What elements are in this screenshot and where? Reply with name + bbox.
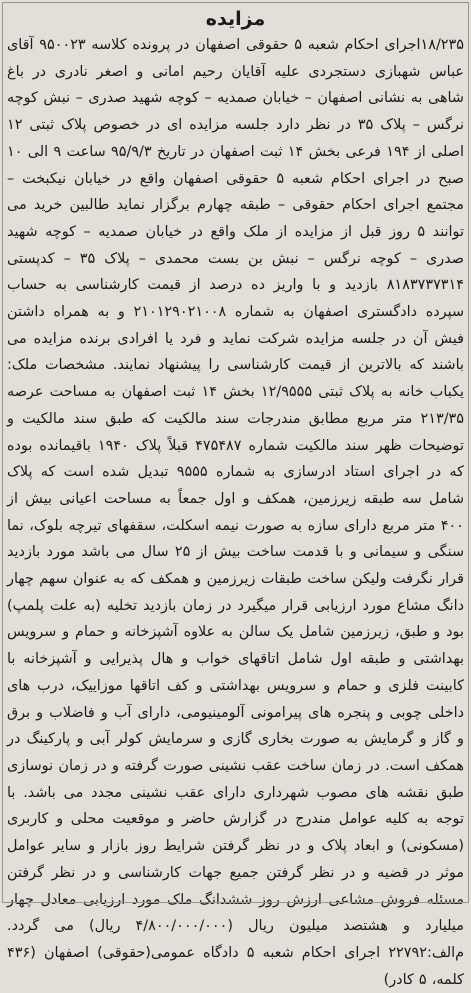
notice-body: ۱۸/۲۳۵اجرای احکام شعبه ۵ حقوقی اصفهان در پرونده کلاسه ۹۵۰۰۲۳ آقای عباس شهبازی دستجردی علیه آقایان رحیم امانی و اصغر نادری در باغ شاهی به نشانی اصفهان – خیابان صمدیه – کوچه شهید صدری – نبش کوچه نرگس – پلاک ۳۵ در نظر دارد جلسه مزایده ای در خصوص پلاک ثبتی ۱۲ اصلی از ۱۹۴ فرعی بخش ۱۴ ثبت اصفهان در تاریخ ۹۵/۹/۳ ساعت ۹ الی ۱۰ صبح در اجرای احکام شعبه ۵ حقوقی اصفهان واقع در خیابان نیکبخت – مجتمع اجرای احکام حقوقی – طبقه چهارم برگزار نماید طالبین خرید می توانند ۵ روز قبل از مزایده از ملک واقع در خیابان صمدیه – کوچه شهید صدری – کوچه نرگس – نبش بن بست محمدی – پلاک ۳۵ – کدپستی ۸۱۸۳۷۳۷۳۱۴ بازدید و با واریز ده درصد از قیمت کارشناسی به حساب سپرده دادگستری اصفهان به شماره ۲۱۰۱۲۹۰۲۱۰۰۸ و به همراه داشتن فیش آن در جلسه مزایده شرکت نماید و فرد یا افرادی برنده مزایده می باشند که بالاترین از قیمت کارشناسی را پیشنهاد نمایند. مشخصات ملک: یکباب خانه به پلاک ثبتی ۱۲/۹۵۵۵ بخش ۱۴ ثبت اصفهان به مساحت عرصه ۲۱۳/۳۵ متر مربع مطابق مندرجات سند مالکیت که طبق سند مالکیت و توضیحات ظهر سند مالکیت شماره ۴۷۵۴۸۷ قبلاً پلاک ۱۹۴۰ باقیمانده بوده که در اجرای استاد ادرسازی به شماره ۹۵۵۵ تبدیل شده است که پلاک شامل سه طبقه زیرزمین، همکف و اول جمعاً به مساحت اعیانی بیش از ۴۰۰ متر مربع دارای سازه به صورت نیمه اسکلت، سقفهای تیرچه بلوک، نما سنگی و سیمانی و با قدمت ساخت بیش از ۲۵ سال می باشد مورد بازدید قرار نگرفت ولیکن ساخت طبقات زیرزمین و همکف که به عنوان سهم چهار دانگ مشاع مورد ارزیابی قرار میگیرد در زمان بازدید تخلیه (به علت پلمپ) بود و طبق، زیرزمین شامل یک سالن به علاوه آشپزخانه و حمام و سرویس بهداشتی و طبقه اول شامل اتاقهای خواب و هال پذیرایی و آشپزخانه با کابینت فلزی و حمام و سرویس بهداشتی و کف اتاقها موزاییک، درب های داخلی چوبی و پنجره های پیرامونی آلومینیومی، دارای آب و فاضلاب و برق و گاز و گرمایش به صورت بخاری گازی و سرمایش کولر آبی و پارکینگ در همکف است. در زمان ساخت عقب نشینی صورت گرفته و در زمان نوسازی طبق نقشه های مصوب شهرداری دارای عقب نشینی مجدد می باشد. با توجه به کلیه عوامل مندرج در گزارش حاضر و موقعیت محلی و کاربری (مسکونی) و ابعاد پلاک و در نظر گرفتن شرایط روز بازار و سایر عوامل موثر در قضیه و در نظر گرفتن جمیع جهات کارشناسی و در نظر گرفتن مسئله فروش مشاعی ارزش روز ششدانگ ملک مورد ارزیابی معادل چهار میلیارد و هشتصد میلیون ریال (۴/۸۰۰/۰۰۰/۰۰۰ ریال) می گردد. م‌الف:۲۲۷۹۲ اجرای احکام شعبه ۵ دادگاه عمومی(حقوقی) اصفهان (۴۳۶ کلمه، ۵ کادر) [7,37,465,988]
notice-title: مزایده [205,8,266,30]
